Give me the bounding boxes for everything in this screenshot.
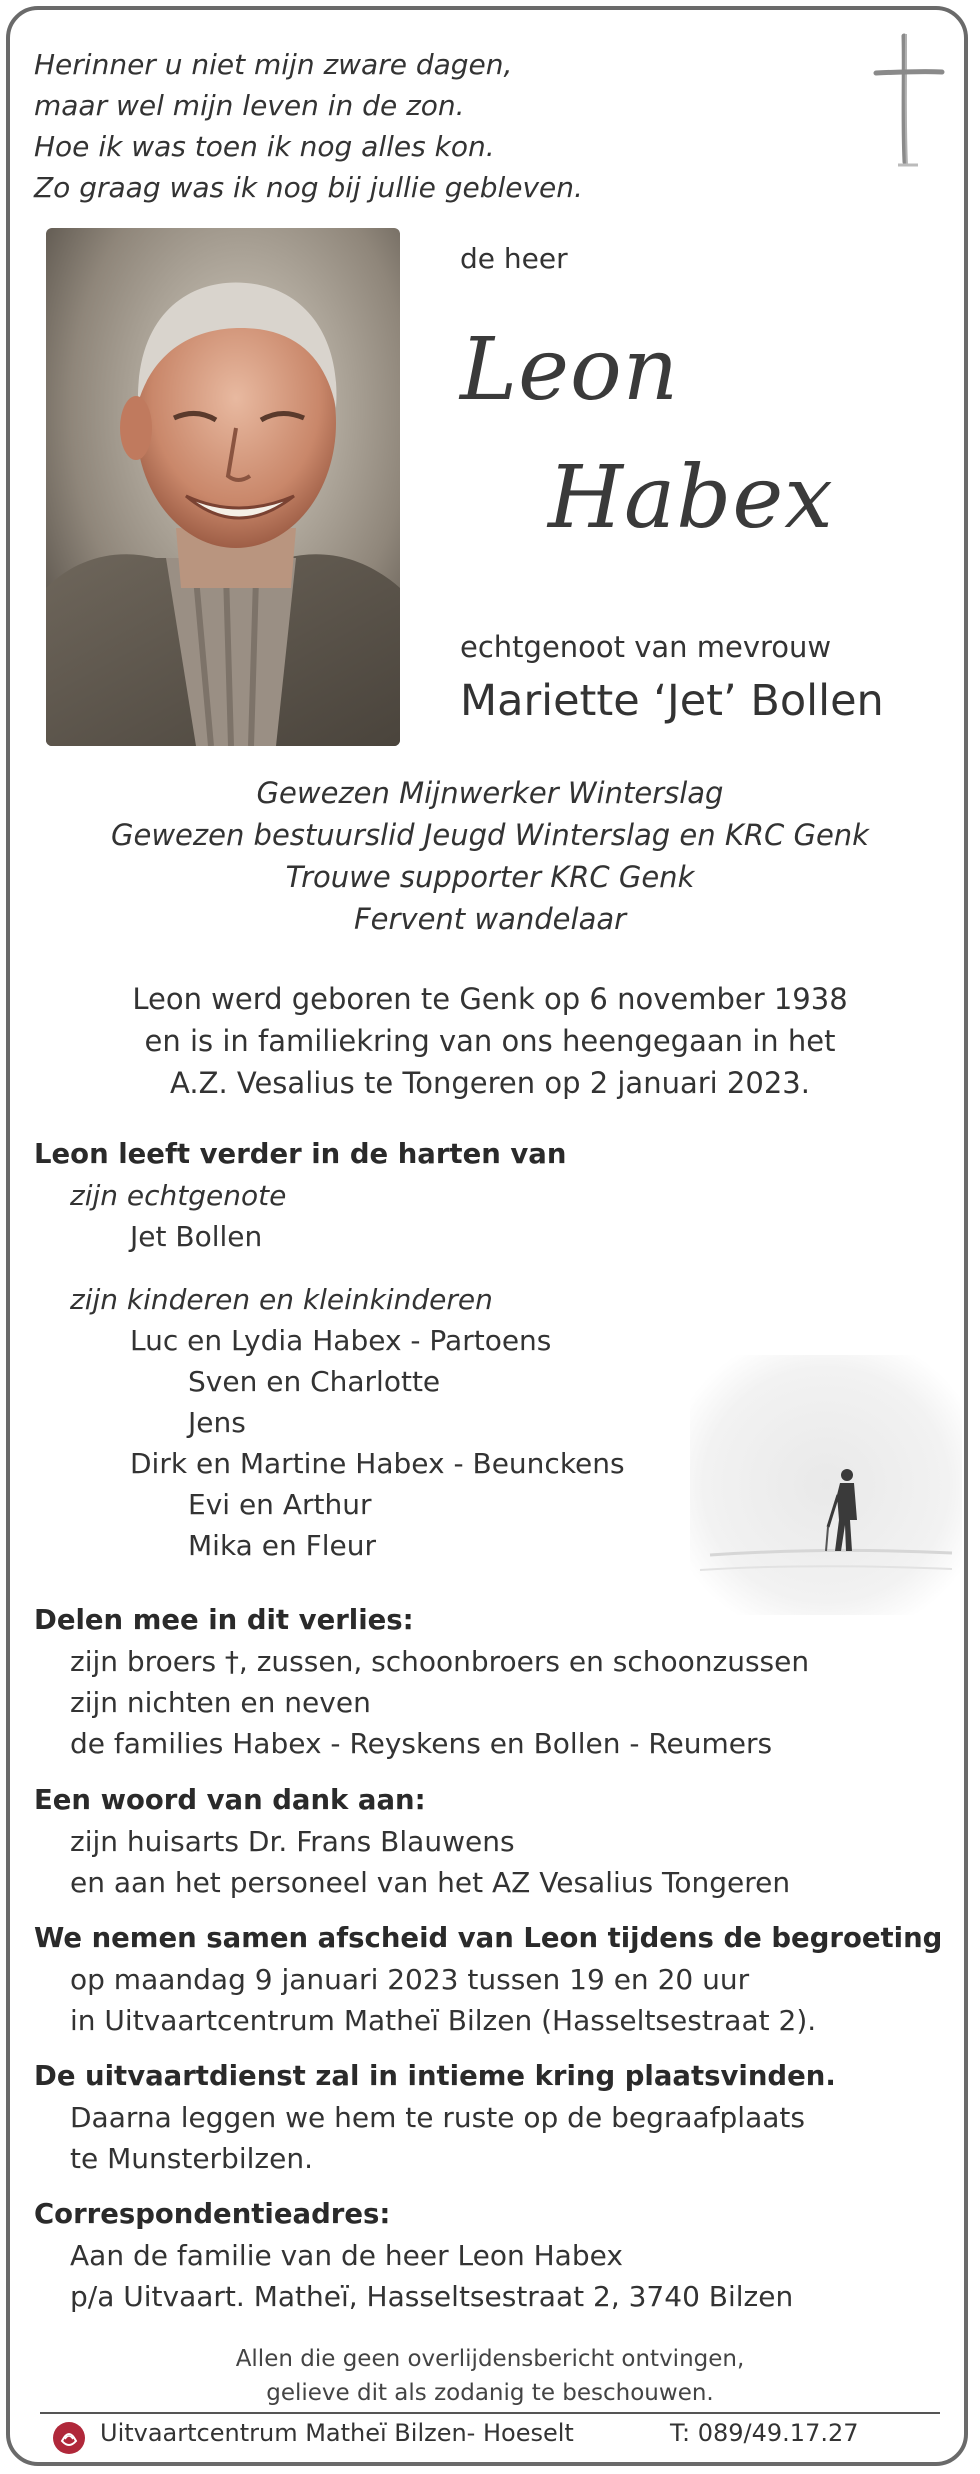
family-grandchild: Evi en Arthur: [188, 1488, 372, 1521]
spouse-name: Mariette ‘Jet’ Bollen: [460, 676, 884, 726]
poem-line: maar wel mijn leven in de zon.: [34, 89, 465, 122]
loss-line: zijn broers †, zussen, schoonbroers en schoonzussen: [70, 1645, 810, 1678]
correspondence-line: Aan de familie van de heer Leon Habex: [70, 2239, 623, 2272]
correspondence-line: p/a Uitvaart. Matheï, Hasseltsestraat 2, 3740 Bilzen: [70, 2280, 794, 2313]
thanks-heading: Een woord van dank aan:: [34, 1784, 426, 1816]
family-child: Dirk en Martine Habex - Beunckens: [130, 1447, 625, 1480]
farewell-line: op maandag 9 januari 2023 tussen 19 en 20 uur: [70, 1963, 750, 1996]
thanks-line: en aan het personeel van het AZ Vesalius Tongeren: [70, 1866, 791, 1899]
career-line: Fervent wandelaar: [353, 902, 627, 936]
footer-divider: [40, 2412, 940, 2414]
loss-heading: Delen mee in dit verlies:: [34, 1604, 414, 1636]
farewell-heading: We nemen samen afscheid van Leon tijdens de begroeting: [34, 1922, 943, 1954]
family-grandchild: Sven en Charlotte: [188, 1365, 441, 1398]
loss-line: de families Habex - Reyskens en Bollen - Reumers: [70, 1727, 773, 1760]
family-child: Luc en Lydia Habex - Partoens: [130, 1324, 552, 1357]
career-line: Gewezen bestuurslid Jeugd Winterslag en KRC Genk: [111, 818, 869, 852]
birth-line: Leon werd geboren te Genk op 6 november 1938: [132, 982, 848, 1016]
thanks-line: zijn huisarts Dr. Frans Blauwens: [70, 1825, 515, 1858]
loss-line: zijn nichten en neven: [70, 1686, 371, 1719]
service-line: Daarna leggen we hem te ruste op de begraafplaats: [70, 2101, 805, 2134]
service-line: te Munsterbilzen.: [70, 2142, 313, 2175]
portrait-photo: [46, 228, 400, 746]
service-heading: De uitvaartdienst zal in intieme kring plaatsvinden.: [34, 2060, 836, 2092]
birth-line: A.Z. Vesalius te Tongeren op 2 januari 2023.: [170, 1066, 810, 1100]
title-prefix: de heer: [460, 242, 568, 275]
footnote: [0, 2342, 980, 2410]
children-label: zijn kinderen en kleinkinderen: [70, 1283, 493, 1316]
rose-logo-icon: [52, 2421, 86, 2455]
loss-section: [34, 1600, 809, 1764]
career-list: [0, 772, 980, 940]
poem-line: Zo graag was ik nog bij jullie gebleven.: [34, 171, 583, 204]
family-grandchild: Mika en Fleur: [188, 1529, 376, 1562]
footer-company: Uitvaartcentrum Matheï Bilzen- Hoeselt: [100, 2419, 574, 2447]
family-grandchild: Jens: [188, 1406, 246, 1439]
family-spouse: Jet Bollen: [130, 1220, 263, 1253]
career-line: Trouwe supporter KRC Genk: [285, 860, 695, 894]
family-section: [34, 1134, 625, 1566]
correspondence-heading: Correspondentieadres:: [34, 2198, 391, 2230]
footer-phone: T: 089/49.17.27: [670, 2419, 859, 2447]
snow-walker-photo: [690, 1355, 962, 1615]
deceased-last-name: Habex: [548, 448, 834, 548]
correspondence-section: [34, 2194, 793, 2317]
poem-line: Hoe ik was toen ik nog alles kon.: [34, 130, 495, 163]
footnote-line: Allen die geen overlijdensbericht ontvingen,: [235, 2346, 745, 2372]
spouse-label: zijn echtgenote: [70, 1179, 287, 1212]
farewell-section: [34, 1918, 942, 2041]
poem-line: Herinner u niet mijn zware dagen,: [34, 48, 513, 81]
career-line: Gewezen Mijnwerker Winterslag: [256, 776, 724, 810]
footnote-line: gelieve dit als zodanig te beschouwen.: [266, 2380, 714, 2406]
family-heading: Leon leeft verder in de harten van: [34, 1138, 567, 1170]
birth-line: en is in familiekring van ons heengegaan in het: [144, 1024, 836, 1058]
cross-icon: [868, 30, 948, 170]
thanks-section: [34, 1780, 790, 1903]
poem: [34, 44, 583, 208]
birth-statement: [0, 978, 980, 1104]
deceased-first-name: Leon: [460, 320, 680, 420]
service-section: [34, 2056, 836, 2179]
spouse-intro: echtgenoot van mevrouw: [460, 630, 832, 664]
farewell-line: in Uitvaartcentrum Matheï Bilzen (Hasseltsestraat 2).: [70, 2004, 817, 2037]
